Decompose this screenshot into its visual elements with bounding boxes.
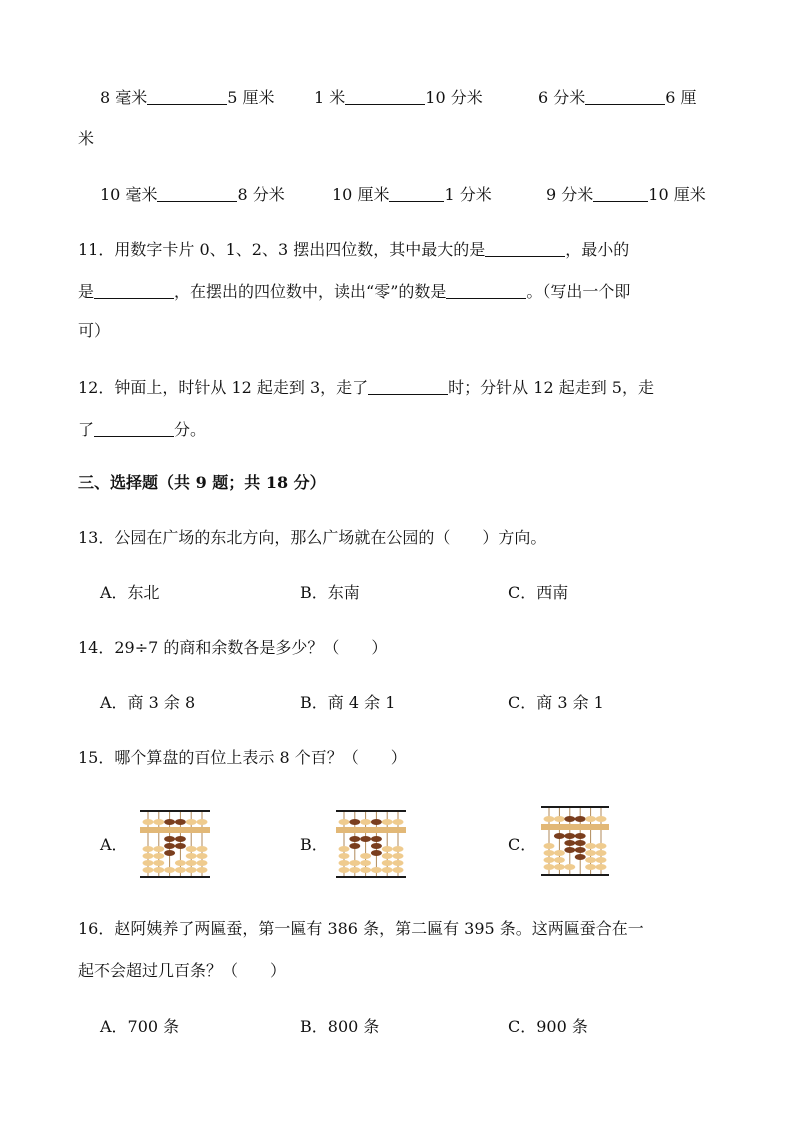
compare-item: 9 分米	[546, 185, 594, 204]
option-c[interactable]: C．西南	[508, 583, 569, 602]
compare-item: 6 厘	[665, 88, 697, 107]
question-12-line-1	[78, 376, 654, 399]
answer-blank[interactable]	[345, 86, 425, 105]
question-16-line-1: 16．赵阿姨养了两匾蚕，第一匾有 386 条，第二匾有 395 条。这两匾蚕合在一	[78, 919, 644, 938]
compare-row-2	[100, 183, 285, 206]
compare-row-1b	[314, 86, 483, 109]
option-a[interactable]: A．商 3 余 8	[100, 693, 196, 712]
option-c[interactable]: C．	[508, 835, 537, 854]
compare-item: 10 毫米	[100, 185, 158, 204]
question-11-line-3: 可）	[78, 321, 111, 340]
compare-item: 8 分米	[237, 185, 285, 204]
option-c[interactable]: C．900 条	[508, 1017, 588, 1036]
compare-row-1	[100, 86, 275, 109]
compare-row-2c	[546, 183, 706, 206]
compare-row-1-wrap: 米	[78, 129, 95, 148]
answer-blank[interactable]	[147, 86, 227, 105]
section-heading: 三、选择题（共 9 题；共 18 分）	[78, 473, 326, 492]
question-text: ，最小的	[565, 240, 630, 259]
option-a[interactable]: A．700 条	[100, 1017, 180, 1036]
compare-item: 10 厘米	[648, 185, 706, 204]
question-text: 12．钟面上，时针从 12 起走到 3，走了	[78, 378, 369, 397]
option-b[interactable]: B．东南	[300, 583, 360, 602]
abacus-c-image	[541, 806, 609, 876]
compare-item: 10 分米	[425, 88, 483, 107]
option-a[interactable]: A．东北	[100, 583, 160, 602]
option-a[interactable]: A．	[100, 835, 128, 854]
question-11-line-1	[78, 238, 629, 261]
answer-blank[interactable]	[94, 418, 174, 437]
answer-blank[interactable]	[389, 183, 444, 202]
question-text: 。（写出一个即	[526, 282, 631, 301]
question-text: ，在摆出的四位数中，读出“零”的数是	[174, 282, 447, 301]
option-b[interactable]: B．	[300, 835, 328, 854]
compare-item: 1 分米	[444, 185, 492, 204]
answer-blank[interactable]	[368, 376, 448, 395]
question-text: 了	[78, 420, 95, 439]
answer-blank[interactable]	[157, 183, 237, 202]
compare-item: 6 分米	[538, 88, 586, 107]
question-text: 11．用数字卡片 0、1、2、3 摆出四位数，其中最大的是	[78, 240, 486, 259]
question-12-line-2	[78, 418, 206, 441]
question-16-line-2: 起不会超过几百条？（ ）	[78, 961, 287, 980]
question-14-stem: 14．29÷7 的商和余数各是多少？（ ）	[78, 638, 388, 657]
answer-blank[interactable]	[585, 86, 665, 105]
answer-blank[interactable]	[593, 183, 648, 202]
question-11-line-2	[78, 280, 630, 303]
question-text: 时；分针从 12 起走到 5，走	[448, 378, 654, 397]
question-text: 是	[78, 282, 95, 301]
abacus-a-image	[140, 810, 210, 878]
answer-blank[interactable]	[94, 280, 174, 299]
abacus-b-image	[336, 810, 406, 878]
answer-blank[interactable]	[446, 280, 526, 299]
question-13-stem: 13．公园在广场的东北方向，那么广场就在公园的（ ）方向。	[78, 528, 547, 547]
option-c[interactable]: C．商 3 余 1	[508, 693, 604, 712]
question-text: 分。	[174, 420, 207, 439]
answer-blank[interactable]	[485, 238, 565, 257]
compare-item: 1 米	[314, 88, 346, 107]
compare-row-1c	[538, 86, 697, 109]
compare-item: 8 毫米	[100, 88, 148, 107]
compare-item: 5 厘米	[227, 88, 275, 107]
option-b[interactable]: B．800 条	[300, 1017, 380, 1036]
question-15-stem: 15．哪个算盘的百位上表示 8 个百？（ ）	[78, 748, 407, 767]
option-b[interactable]: B．商 4 余 1	[300, 693, 396, 712]
compare-row-2b	[332, 183, 492, 206]
compare-item: 10 厘米	[332, 185, 390, 204]
